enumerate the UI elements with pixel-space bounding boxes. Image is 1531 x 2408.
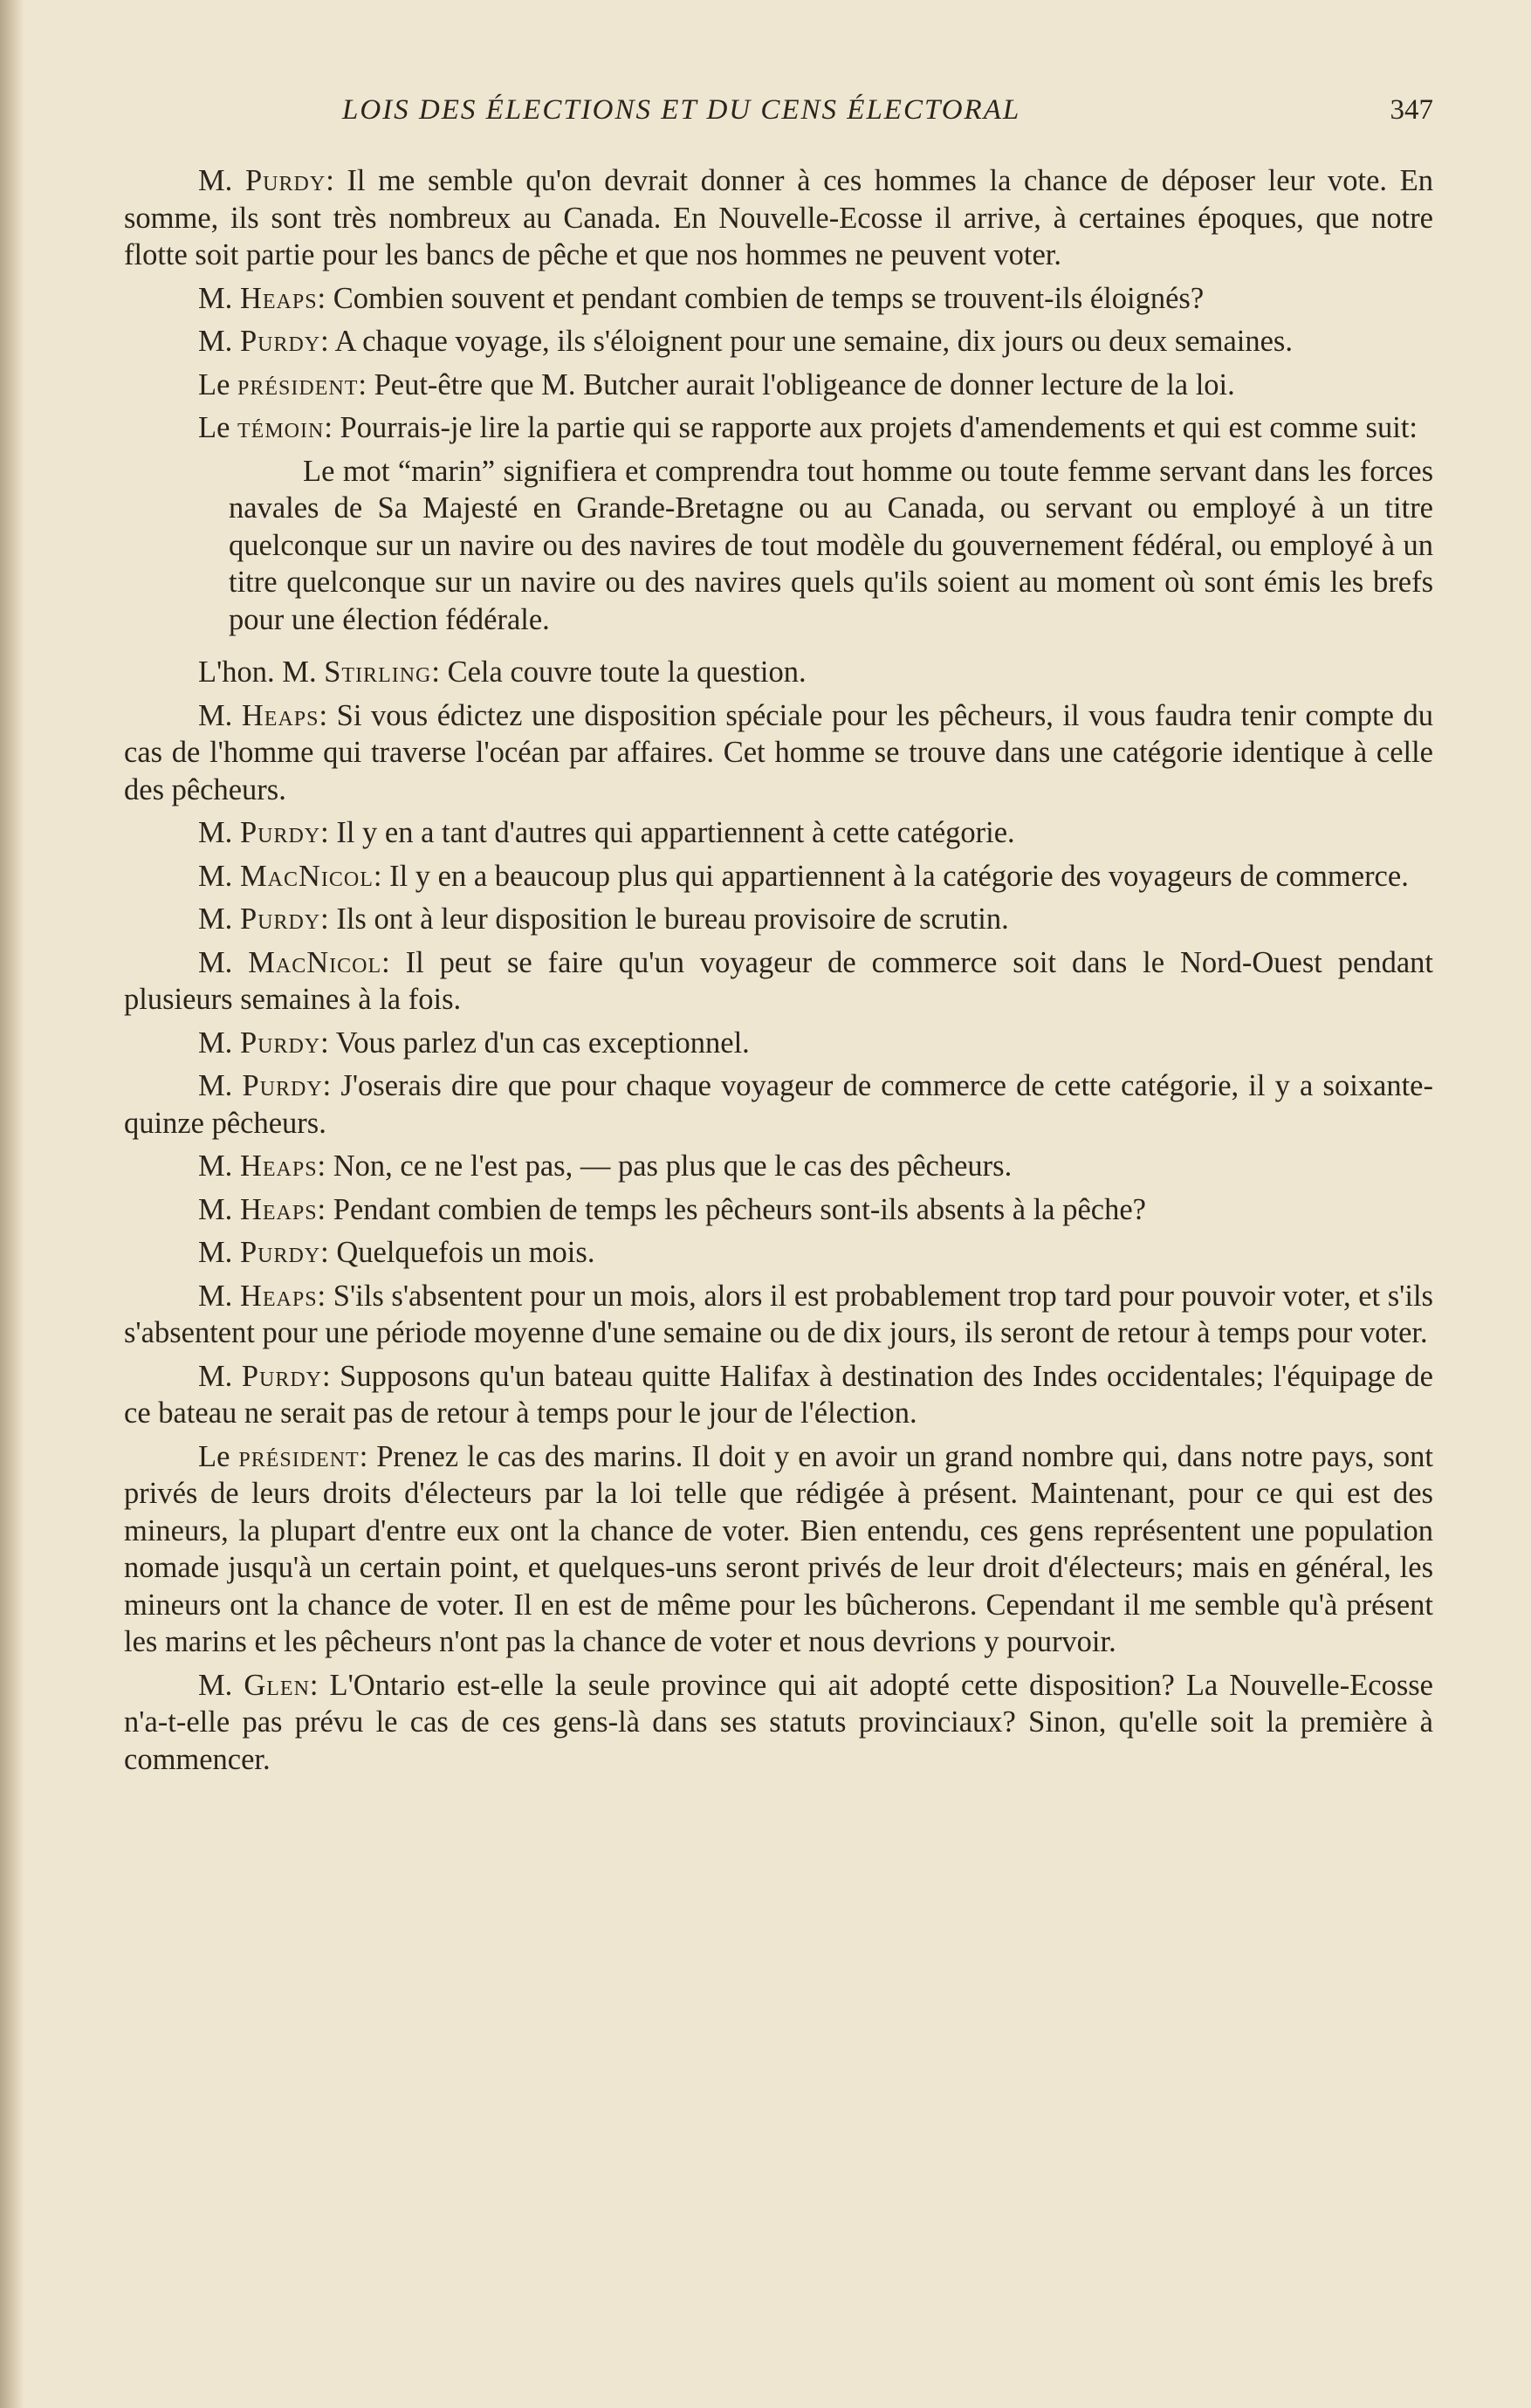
dialogue-paragraph [124,944,1433,1019]
dialogue-paragraph [124,697,1433,809]
speech-text: : Si vous édictez une disposition spéciale pour les pêcheurs, il vous faudra tenir compte du cas de l'homme qui traverse l'océan par affaires. Cet homme se trouve dans une catégorie identique à celle des pêcheurs. [124,698,1433,806]
speaker-prefix: M. [198,1359,242,1393]
speaker-prefix: M. [198,698,242,732]
dialogue-paragraph [124,409,1433,447]
dialogue-paragraph [124,162,1433,274]
dialogue-paragraph [124,367,1433,404]
speaker-name: MacNicol [248,945,382,979]
speaker-name: Heaps [239,1279,318,1313]
dialogue-paragraph [124,280,1433,318]
speaker-prefix: M. [198,816,240,849]
dialogue-paragraph [124,654,1433,691]
quoted-law-text: Le mot “marin” signifiera et comprendra tout homme ou toute femme servant dans les forces navales de Sa Majesté en Grande-Bretagne ou au Canada, ou servant ou employé à un titre quelconque sur un navire ou des navires de tout modèle du gouvernement fédéral, ou employé à un titre quelconque sur un navire ou des navires quels qu'ils soient au moment où sont émis les brefs pour une élection fédérale. [229,454,1433,636]
speech-text: : Il y en a tant d'autres qui appartiennent à cette catégorie. [320,816,1015,849]
speech-text: : Pendant combien de temps les pêcheurs sont-ils absents à la pêche? [317,1192,1146,1226]
dialogue-block-2 [124,654,1433,1778]
speech-text: : S'ils s'absentent pour un mois, alors il est probablement trop tard pour pouvoir voter, et s'ils s'absentent pour une période moyenne d'une semaine ou de dix jours, ils seront de retour à temps pour voter. [124,1279,1433,1349]
dialogue-paragraph [124,1438,1433,1661]
dialogue-paragraph [124,1148,1433,1185]
speaker-name: Purdy [239,816,321,849]
dialogue-paragraph [124,1067,1433,1142]
speaker-name: Heaps [241,698,319,732]
speaker-prefix: M. [198,1279,240,1313]
speaker-name: Purdy [239,325,321,358]
speech-text: : Peut-être que M. Butcher aurait l'obligeance de donner lecture de la loi. [358,367,1235,401]
dialogue-paragraph [124,1025,1433,1062]
page-number: 347 [1390,94,1433,126]
speech-text: : Prenez le cas des marins. Il doit y en avoir un grand nombre qui, dans notre pays, sont privés de leurs droits d'électeurs par la loi telle que rédigée à présent. Maintenant, pour ce qui est des mineurs, la plupart d'entre eux ont la chance de voter. Bien entendu, ces gens représentent une population nomade jusqu'à un certain point, et quelques-uns seront privés de leur droit d'électeurs; mais en général, les mineurs ont la chance de voter. Il en est de même pour les bûcherons. Cependant il me semble qu'à présent les marins et les pêcheurs n'ont pas la chance de voter et nous devrions y pourvoir. [124,1439,1433,1658]
speaker-prefix: M. [198,1192,240,1226]
dialogue-paragraph [124,814,1433,852]
speaker-name: Purdy [239,1236,321,1269]
dialogue-block-1 [124,162,1433,447]
speaker-prefix: L'hon. M. [198,655,325,689]
speaker-prefix: M. [198,1026,240,1060]
speaker-prefix: M. [198,281,240,315]
speaker-name: Stirling [324,655,432,689]
speaker-name: Purdy [244,164,326,197]
document-page [124,94,1433,1784]
speaker-prefix: M. [198,1236,240,1269]
speaker-prefix: M. [198,325,240,358]
speaker-name: Purdy [239,902,321,936]
dialogue-paragraph [124,1358,1433,1432]
speaker-prefix: Le [198,367,238,401]
speaker-name: Purdy [241,1359,323,1393]
page-header [124,94,1433,133]
speaker-prefix: Le [198,1439,239,1473]
speaker-prefix: M. [198,1069,243,1102]
speaker-name: témoin [237,411,325,444]
speech-text: : Supposons qu'un bateau quitte Halifax à destination des Indes occidentales; l'équipage de ce bateau ne serait pas de retour à temps pour le jour de l'élection. [124,1359,1433,1430]
speaker-prefix: M. [198,1668,244,1702]
speech-text: : Quelquefois un mois. [320,1236,595,1269]
speaker-prefix: M. [198,1149,240,1183]
speaker-prefix: Le [198,411,238,444]
speaker-prefix: M. [198,945,249,979]
speech-text: : A chaque voyage, ils s'éloignent pour une semaine, dix jours ou deux semaines. [320,325,1293,358]
speaker-prefix: M. [198,859,240,893]
speaker-name: Purdy [242,1069,323,1102]
speaker-prefix: M. [198,164,245,197]
speech-text: : Cela couvre toute la question. [431,655,807,689]
page-binding-shadow [0,0,24,2408]
speech-text: : Il me semble qu'on devrait donner à ces hommes la chance de déposer leur vote. En somme, ils sont très nombreux au Canada. En Nouvelle-Ecosse il arrive, à certaines époques, que notre flotte soit partie pour les bancs de pêche et que nos hommes ne peuvent voter. [124,164,1433,271]
speech-text: : J'oserais dire que pour chaque voyageur de commerce de cette catégorie, il y a soixante-quinze pêcheurs. [124,1069,1433,1140]
speaker-name: Heaps [239,1192,318,1226]
speech-text: : Pourrais-je lire la partie qui se rapporte aux projets d'amendements et qui est comme suit: [324,411,1418,444]
speaker-name: président [238,1439,360,1473]
dialogue-paragraph [124,901,1433,938]
dialogue-paragraph [124,1191,1433,1229]
speech-text: : Combien souvent et pendant combien de temps se trouvent-ils éloignés? [317,281,1205,315]
speech-text: : Il y en a beaucoup plus qui appartiennent à la catégorie des voyageurs de commerce. [373,859,1409,893]
speech-text: : L'Ontario est-elle la seule province qui ait adopté cette disposition? La Nouvelle-Ecosse n'a-t-elle pas prévu le cas de ces gens-là dans ses statuts provinciaux? Sinon, qu'elle soit la première à commencer. [124,1668,1433,1776]
speaker-name: président [237,367,359,401]
dialogue-paragraph [124,323,1433,360]
speech-text: : Vous parlez d'un cas exceptionnel. [320,1026,750,1060]
speech-text: : Il peut se faire qu'un voyageur de commerce soit dans le Nord-Ouest pendant plusieurs semaines à la fois. [124,945,1433,1016]
speech-text: : Non, ce ne l'est pas, — pas plus que le cas des pêcheurs. [317,1149,1013,1183]
running-title: LOIS DES ÉLECTIONS ET DU CENS ÉLECTORAL [342,94,1021,126]
speech-text: : Ils ont à leur disposition le bureau provisoire de scrutin. [320,902,1009,936]
speaker-name: Heaps [239,1149,318,1183]
speaker-name: MacNicol [239,859,374,893]
dialogue-paragraph [124,1278,1433,1352]
dialogue-paragraph [124,1667,1433,1779]
speaker-name: Heaps [239,281,318,315]
speaker-prefix: M. [198,902,240,936]
dialogue-paragraph [124,858,1433,895]
dialogue-paragraph [124,1234,1433,1272]
speaker-name: Glen [244,1668,310,1702]
speaker-name: Purdy [239,1026,321,1060]
